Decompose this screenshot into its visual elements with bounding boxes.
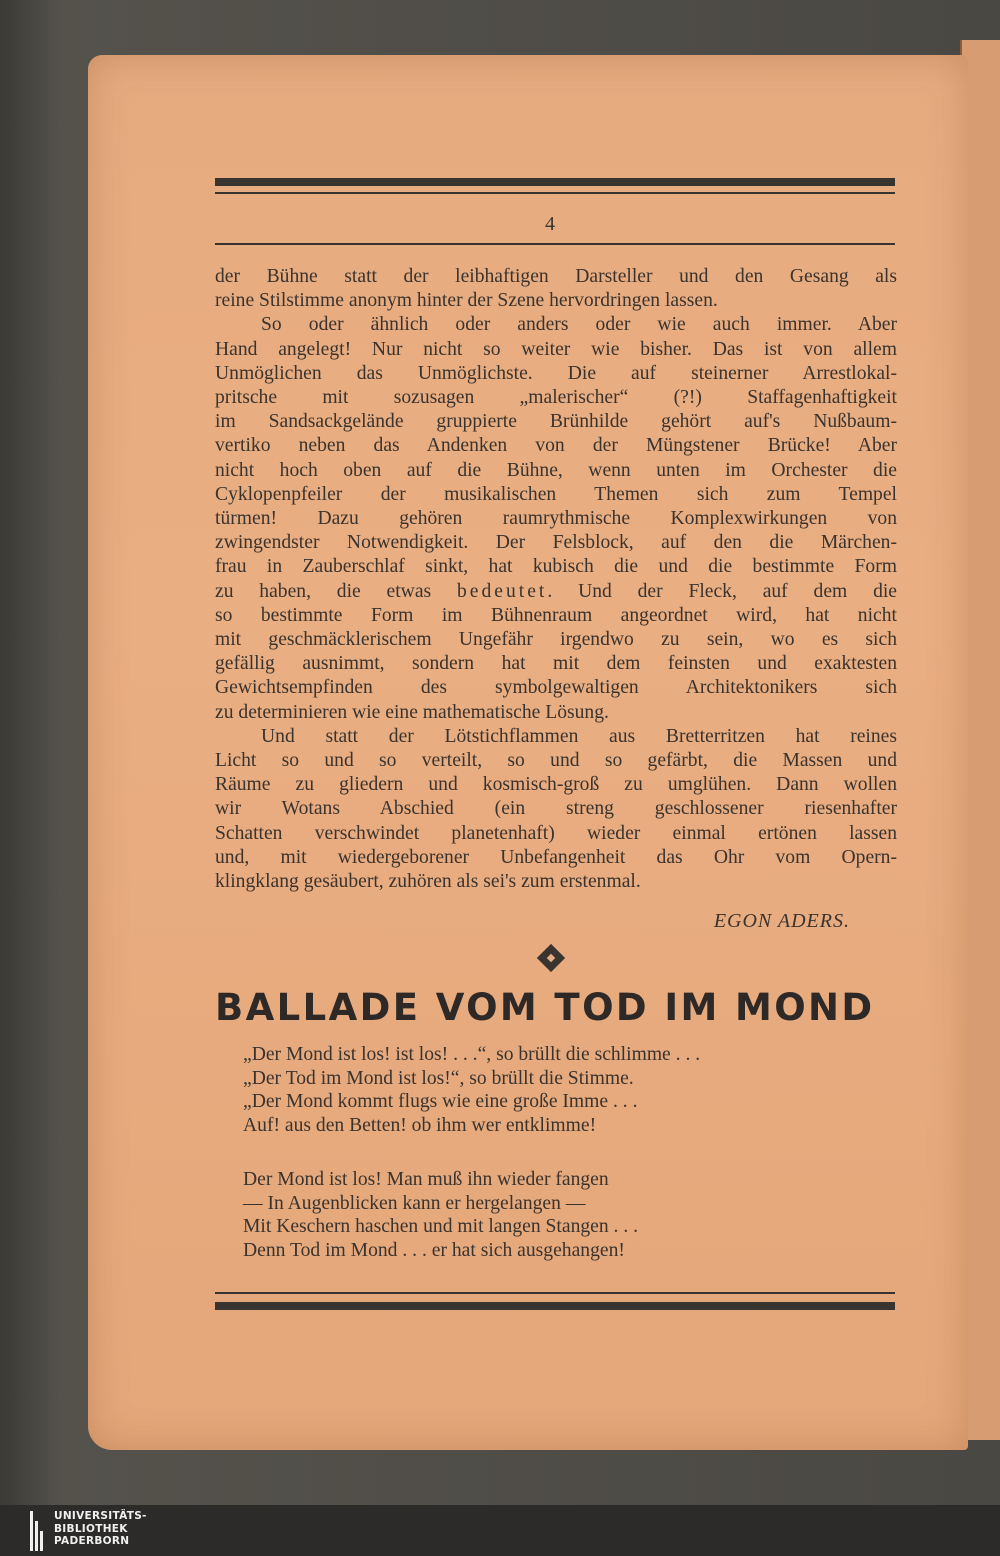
logo-line: BIBLIOTHEK [54, 1522, 128, 1535]
text-line: reine Stilstimme anonym hinter der Szene hervordringen lassen. [215, 290, 718, 312]
text-line: türmen! Dazu gehören raumrythmische Komplexwirkungen von [215, 508, 897, 530]
library-logo-text [54, 1510, 147, 1548]
spaced-emphasis: bedeutet [456, 580, 548, 602]
library-logo-icon [30, 1511, 46, 1551]
text-line: mit geschmäcklerischem Ungefähr irgendwo zu sein, wo es sich [215, 629, 897, 651]
footer-rule-thick [215, 1302, 895, 1310]
text-line: und, mit wiedergeborener Unbefangenheit das Ohr vom Opern- [215, 846, 897, 868]
poem-stanza-1 [243, 1043, 903, 1138]
text-line: wir Wotans Abschied (ein streng geschlossener riesenhafter [215, 798, 897, 820]
text-line: so bestimmte Form im Bühnenraum angeordnet wird, hat nicht [215, 604, 897, 626]
header-rule-thin [215, 192, 895, 194]
poem-line: — In Augenblicken kann er hergelangen — [243, 1192, 586, 1214]
poem-line: „Der Tod im Mond ist los!“, so brüllt die Stimme. [243, 1067, 634, 1089]
text-line: gefällig ausnimmt, sondern hat mit dem feinsten und exaktesten [215, 653, 897, 675]
poem-line: Mit Keschern haschen und mit langen Stangen . . . [243, 1216, 639, 1238]
text-line: nicht hoch oben auf die Bühne, wenn unten im Orchester die [215, 459, 897, 481]
text-line: Cyklopenpfeiler der musikalischen Themen sich zum Tempel [215, 483, 897, 505]
text-line: zwingendster Notwendigkeit. Der Felsblock, auf den die Märchen- [215, 532, 897, 554]
footer-rule-thin [215, 1292, 895, 1294]
text-line-emphasis [215, 580, 897, 604]
text-line: Unmöglichen das Unmöglichste. Die auf steinerner Arrestlokal- [215, 362, 897, 384]
text-line: So oder ähnlich oder anders oder wie auch immer. Aber [261, 314, 897, 336]
author-signature: EGON ADERS. [713, 910, 850, 932]
page-number-rule [215, 243, 895, 245]
text-line: Und statt der Lötstichflammen aus Bretterritzen hat reines [261, 725, 897, 747]
text-fragment: zu haben, die etwas [215, 580, 432, 602]
text-line: frau in Zauberschlaf sinkt, hat kubisch die und die bestimmte Form [215, 556, 897, 578]
library-footer [0, 1505, 1000, 1556]
text-line: vertiko neben das Andenken von der Müngstener Brücke! Aber [215, 435, 897, 457]
article-text [215, 265, 897, 894]
text-line: klingklang gesäubert, zuhören als sei's zum erstenmal. [215, 871, 641, 893]
text-line: Räume zu gliedern und kosmisch-groß zu umglühen. Dann wollen [215, 774, 897, 796]
text-line: pritsche mit sozusagen „malerischer“ (?!) Staffagenhaftigkeit [215, 387, 897, 409]
page-number: 4 [545, 213, 555, 235]
poem-line: Der Mond ist los! Man muß ihn wieder fangen [243, 1169, 609, 1190]
poem-line: „Der Mond ist los! ist los! . . .“, so brüllt die schlimme . . . [243, 1044, 701, 1065]
text-line: Hand angelegt! Nur nicht so weiter wie bisher. Das ist von allem [215, 338, 897, 360]
text-line: im Sandsackgelände gruppierte Brünhilde gehört auf's Nußbaum- [215, 411, 897, 433]
poem-line: „Der Mond kommt flugs wie eine große Imme . . . [243, 1091, 638, 1113]
poem-line: Auf! aus den Betten! ob ihm wer entklimme! [243, 1115, 597, 1137]
logo-line: UNIVERSITÄTS- [54, 1510, 147, 1522]
text-line: der Bühne statt der leibhaftigen Darsteller und den Gesang als [215, 266, 897, 287]
poem-stanza-2 [243, 1168, 903, 1263]
text-fragment: . Und der Fleck, auf dem die [547, 580, 897, 602]
text-line: Schatten verschwindet planetenhaft) wieder einmal ertönen lassen [215, 822, 897, 844]
poem-line: Denn Tod im Mond . . . er hat sich ausgehangen! [243, 1240, 625, 1262]
text-line: Licht so und so verteilt, so und so gefärbt, die Massen und [215, 750, 897, 772]
text-line: Gewichtsempfinden des symbolgewaltigen Architektonikers sich [215, 677, 897, 699]
header-rule-thick [215, 178, 895, 186]
ballad-title: BALLADE VOM TOD IM MOND [215, 986, 875, 1029]
text-line: zu determinieren wie eine mathematische Lösung. [215, 701, 609, 723]
logo-line: PADERBORN [54, 1535, 130, 1547]
